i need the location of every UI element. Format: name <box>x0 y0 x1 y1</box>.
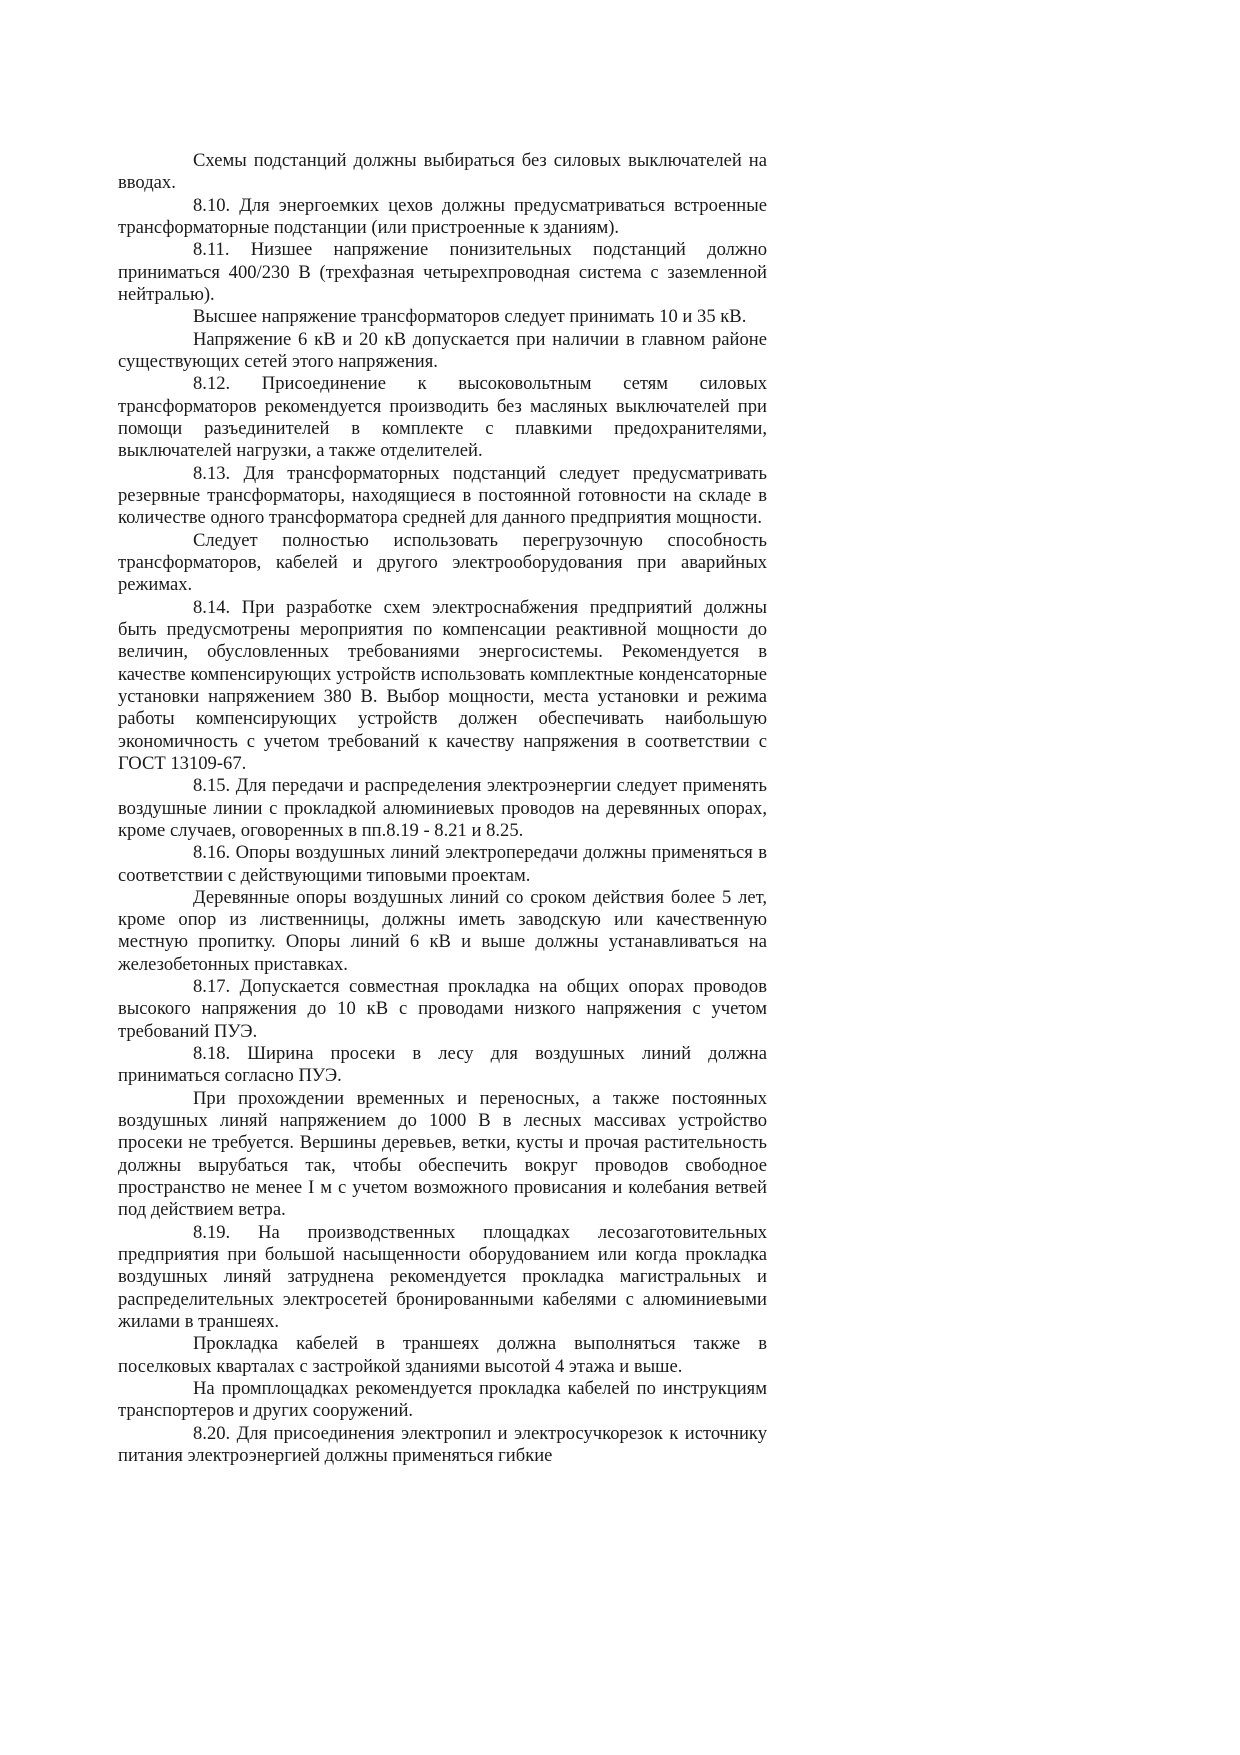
paragraph-6kv-20kv: Напряжение 6 кВ и 20 кВ допускается при наличии в главном районе существующих сетей этого напряжения. <box>118 328 767 372</box>
paragraph-8-13: 8.13. Для трансформаторных подстанций следует предусматривать резервные трансформаторы, находящиеся в постоянной готовности на складе в количестве одного трансформатора средней для данного предприятия мощности. <box>118 462 767 529</box>
paragraph-high-voltage: Высшее напряжение трансформаторов следует принимать 10 и 35 кВ. <box>193 306 747 328</box>
paragraph-substation-schemes: Схемы подстанций должны выбираться без силовых выключателей на вводах. <box>118 150 767 194</box>
paragraph-8-14: 8.14. При разработке схем электроснабжения предприятий должны быть предусмотрены мероприятия по компенсации реактивной мощности до величин, обусловленных требованиями энергосистемы. Рекомендуется в качестве компенсирующих устройств использовать комплектные конденсаторные установки напряжением 380 В. Выбор мощности, места установки и режима работы компенсирующих устройств должен обеспечивать наибольшую экономичность с учетом требований к качеству напряжения в соответствии с ГОСТ 13109-67. <box>118 596 767 774</box>
paragraph-8-20: 8.20. Для присоединения электропил и электросучкорезок к источнику питания электроэнергией должны применяться гибкие <box>118 1422 767 1467</box>
paragraph-8-18: 8.18. Ширина просеки в лесу для воздушных линий должна приниматься согласно ПУЭ. <box>118 1043 767 1087</box>
paragraph-8-10: 8.10. Для энергоемких цехов должны предусматриваться встроенные трансформаторные подстанции (или пристроенные к зданиям). <box>118 194 767 238</box>
paragraph-trench-cables: Прокладка кабелей в траншеях должна выполняться также в поселковых кварталах с застройкой зданиями высотой 4 этажа и выше. <box>118 1333 767 1377</box>
paragraph-industrial-sites: На промплощадках рекомендуется прокладка кабелей по инструкциям транспортеров и других сооружений. <box>118 1378 767 1422</box>
paragraph-overload-capacity: Следует полностью использовать перегрузочную способность трансформаторов, кабелей и другого электрооборудования при аварийных режимах. <box>118 529 767 596</box>
paragraph-forest-clearing: При прохождении временных и переносных, а также постоянных воздушных линяй напряжением до 1000 В в лесных массивах устройство просеки не требуется. Вершины деревьев, ветки, кусты и прочая растительность должны вырубаться так, чтобы обеспечить вокруг проводов свободное пространство не менее I м с учетом возможного провисания и колебания ветвей под действием ветра. <box>118 1087 767 1221</box>
paragraph-8-15: 8.15. Для передачи и распределения электроэнергии следует применять воздушные линии с прокладкой алюминиевых проводов на деревянных опорах, кроме случаев, оговоренных в пп.8.19 - 8.21 и 8.25. <box>118 775 767 841</box>
paragraph-8-16: 8.16. Опоры воздушных линий электропередачи должны применяться в соответствии с действующими типовыми проектам. <box>118 842 767 886</box>
paragraph-wooden-poles: Деревянные опоры воздушных линий со сроком действия более 5 лет, кроме опор из лиственницы, должны иметь заводскую или качественную местную пропитку. Опоры линий 6 кВ и выше должны устанавливаться на железобетонных приставках. <box>118 886 767 975</box>
paragraph-8-12: 8.12. Присоединение к высоковольтным сетям силовых трансформаторов рекомендуется производить без масляных выключателей при помощи разъединителей в комплекте с плавкими предохранителями, выключателей нагрузки, а также отделителей. <box>118 373 767 462</box>
document-page <box>118 150 767 1467</box>
paragraph-8-11: 8.11. Низшее напряжение понизительных подстанций должно приниматься 400/230 В (трехфазная четырехпроводная система с заземленной нейтралью). <box>118 239 767 305</box>
paragraph-8-19: 8.19. На производственных площадках лесозаготовительных предприятия при большой насыщенности оборудованием или когда прокладка воздушных линяй затруднена рекомендуется прокладка магистральных и распределительных электросетей бронированными кабелями с алюминиевыми жилами в траншеях. <box>118 1221 767 1333</box>
paragraph-8-17: 8.17. Допускается совместная прокладка на общих опорах проводов высокого напряжения до 10 кВ с проводами низкого напряжения с учетом требований ПУЭ. <box>118 976 767 1042</box>
